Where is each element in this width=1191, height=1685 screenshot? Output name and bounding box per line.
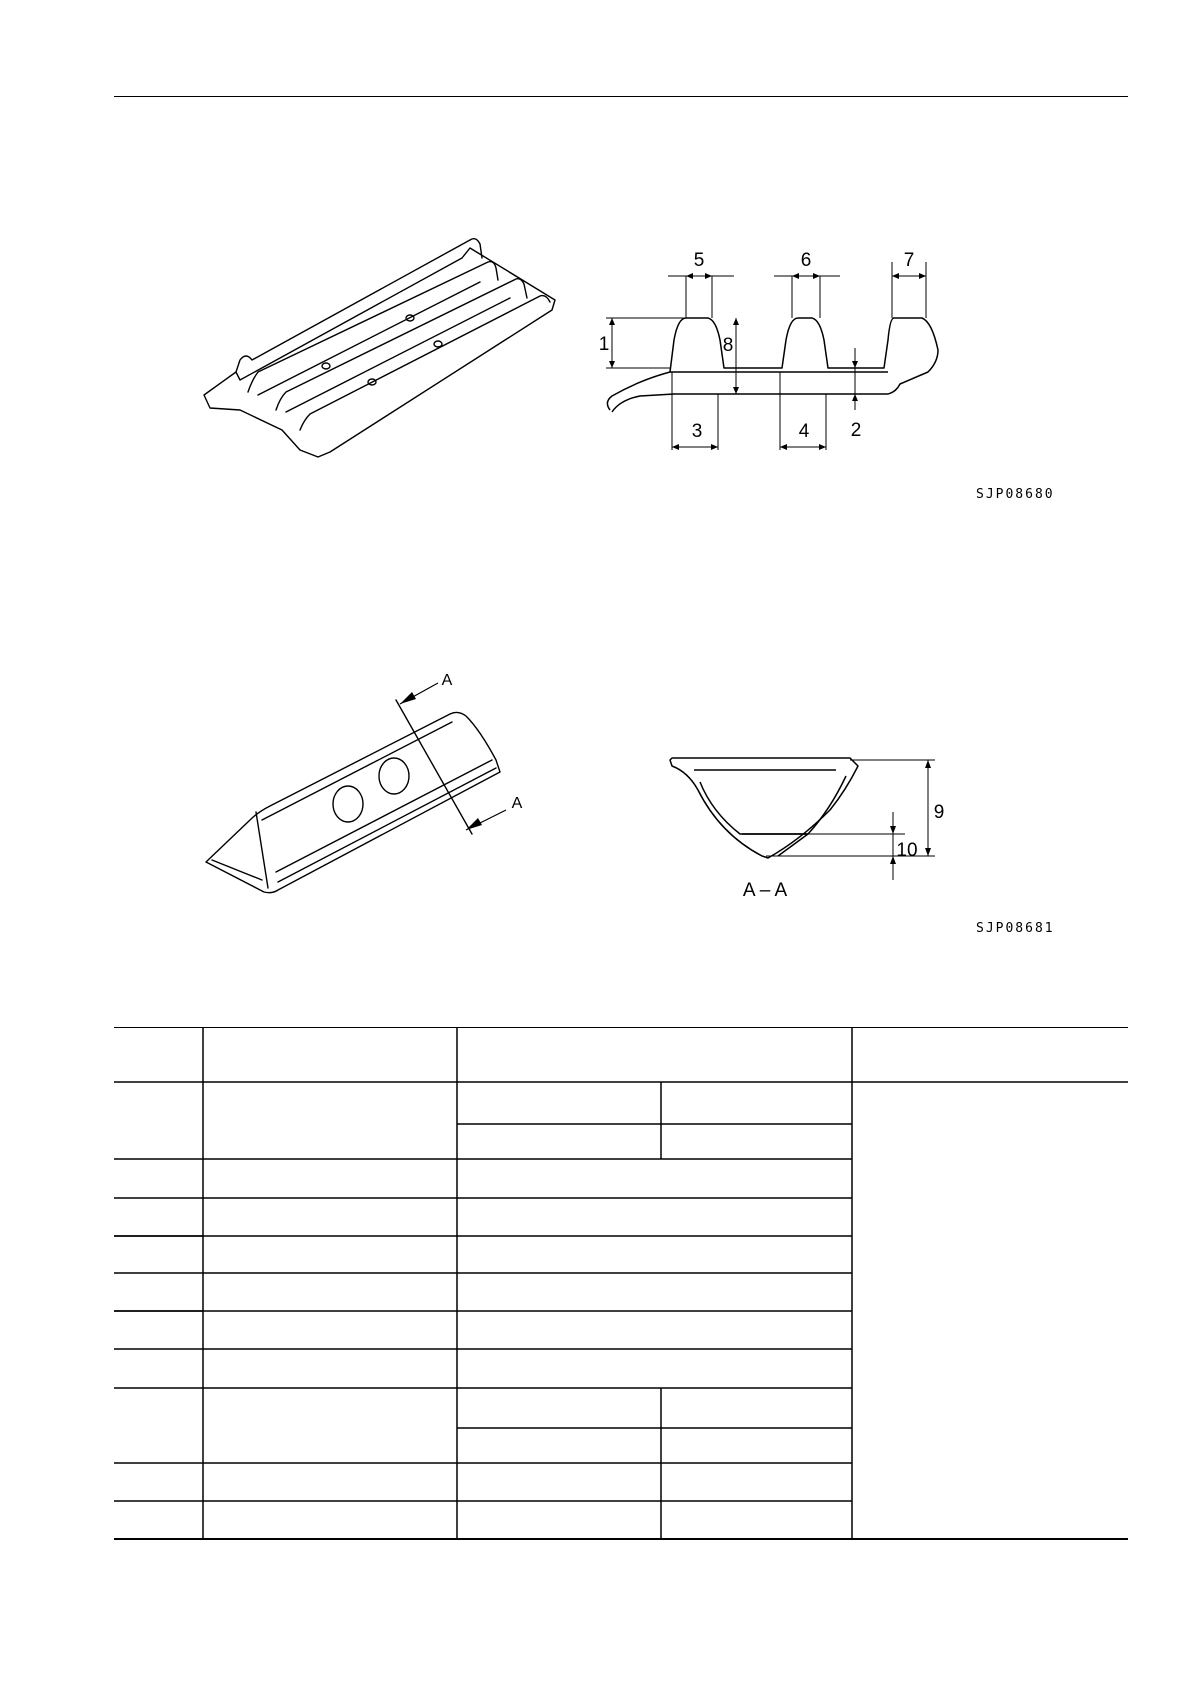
section-label: A – A xyxy=(742,880,788,901)
dim-label-8: 8 xyxy=(722,335,734,356)
dim-label-10: 10 xyxy=(896,840,918,861)
dim-label-2: 2 xyxy=(850,420,862,441)
figure-code-1: SJP08680 xyxy=(976,487,1055,502)
dim-label-9: 9 xyxy=(933,802,945,823)
figure-code-2: SJP08681 xyxy=(976,921,1055,936)
dim-label-5: 5 xyxy=(693,250,705,271)
dim-label-1: 1 xyxy=(598,334,610,355)
dim-label-3: 3 xyxy=(691,421,703,442)
section-marker-bottom: A xyxy=(511,795,523,812)
dim-label-4: 4 xyxy=(798,421,810,442)
section-marker-top: A xyxy=(441,672,453,689)
header-rule xyxy=(114,96,1128,97)
dim-label-6: 6 xyxy=(800,250,812,271)
spec-table xyxy=(114,1027,1128,1541)
dim-label-7: 7 xyxy=(903,250,915,271)
